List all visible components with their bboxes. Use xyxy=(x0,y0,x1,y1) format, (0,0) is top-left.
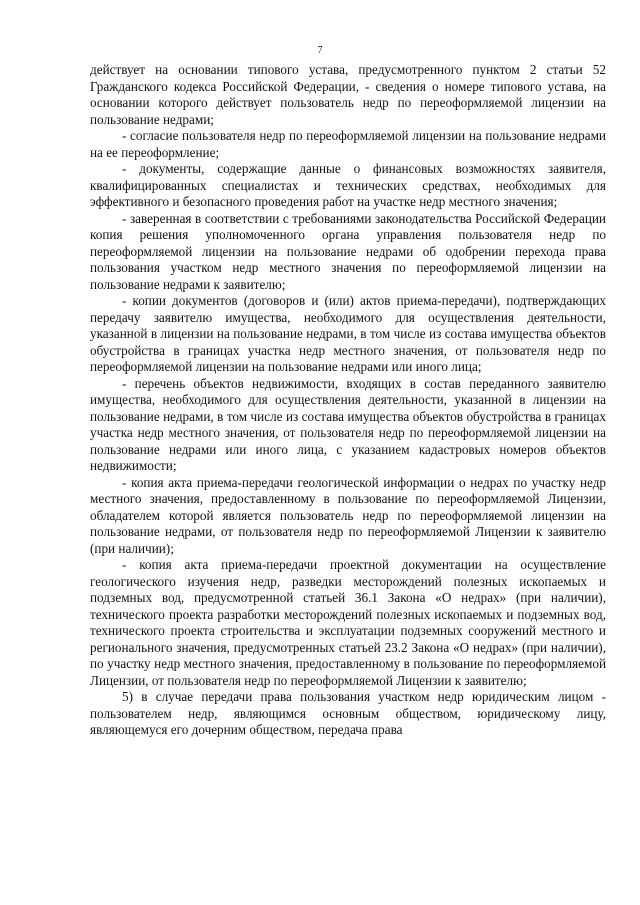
paragraph-certified-decision-copy: - заверенная в соответствии с требованиями законодательства Российской Федерации копия решения уполномоченного органа управления пользователя недр по переоформляемой лицензии на пользование недрами об одобрении перехода права пользования участком недр местного значения по переоформляемой лицензии на пользование недрами к заявителю; xyxy=(90,210,606,292)
paragraph-project-docs-act: - копия акта приема-передачи проектной документации на осуществление геологического изучения недр, разведки месторождений полезных ископаемых и подземных вод, предусмотренной статьей 36.1 Закона «О недрах» (при наличии), технического проекта разработки месторождений полезных ископаемых и подземных вод, технического проекта строительства и эксплуатации подземных сооружений местного и регионального значения, предусмотренных статьей 23.2 Закона «О недрах» (при наличии), по участку недр местного значения, предоставленному в пользование по переоформляемой Лицензии, от пользователя недр по переоформляемой Лицензии к заявителю; xyxy=(90,557,606,688)
paragraph-consent: - согласие пользователя недр по переоформляемой лицензии на пользование недрами на ее переоформление; xyxy=(90,128,606,160)
page-number: 7 xyxy=(317,45,323,56)
paragraph-financial-documents: - документы, содержащие данные о финансовых возможностях заявителя, квалифицированных специалистах и технических средствах, необходимых для эффективного и безопасного проведения работ на участке недр местного значения; xyxy=(90,161,606,209)
paragraph-typical-charter: действует на основании типового устава, предусмотренного пунктом 2 статьи 52 Гражданского кодекса Российской Федерации, - сведения о номере типового устава, на основании которого действует пользователь недр по переоформляемой лицензии на пользование недрами; xyxy=(90,62,606,127)
document-body xyxy=(90,62,606,739)
paragraph-item-5: 5) в случае передачи права пользования участком недр юридическим лицом - пользователем недр, являющимся основным обществом, юридическому лицу, являющемуся его дочерним обществом, передача права xyxy=(90,689,606,737)
paragraph-geological-info-act: - копия акта приема-передачи геологической информации о недрах по участку недр местного значения, предоставленному в пользование по переоформляемой Лицензии, обладателем которой является пользователь недр по переоформляемой лицензии на пользование недрами, от пользователя недр по переоформляемой Лицензии к заявителю (при наличии); xyxy=(90,474,606,556)
paragraph-transfer-documents: - копии документов (договоров и (или) актов приема-передачи), подтверждающих передачу заявителю имущества, необходимого для осуществления деятельности, указанной в лицензии на пользование недрами, в том числе из состава имущества объектов обустройства в границах участка недр местного значения, от пользователя недр по переоформляемой лицензии на пользование недрами или иного лица; xyxy=(90,293,606,374)
paragraph-real-estate-list: - перечень объектов недвижимости, входящих в состав переданного заявителю имущества, необходимого для осуществления деятельности, указанной в лицензии на пользование недрами, в том числе из состава имущества объектов обустройства в границах участка недр местного значения, от пользователя недр по переоформляемой лицензии на пользование недрами или иного лица, с указанием кадастровых номеров объектов недвижимости; xyxy=(90,375,606,473)
